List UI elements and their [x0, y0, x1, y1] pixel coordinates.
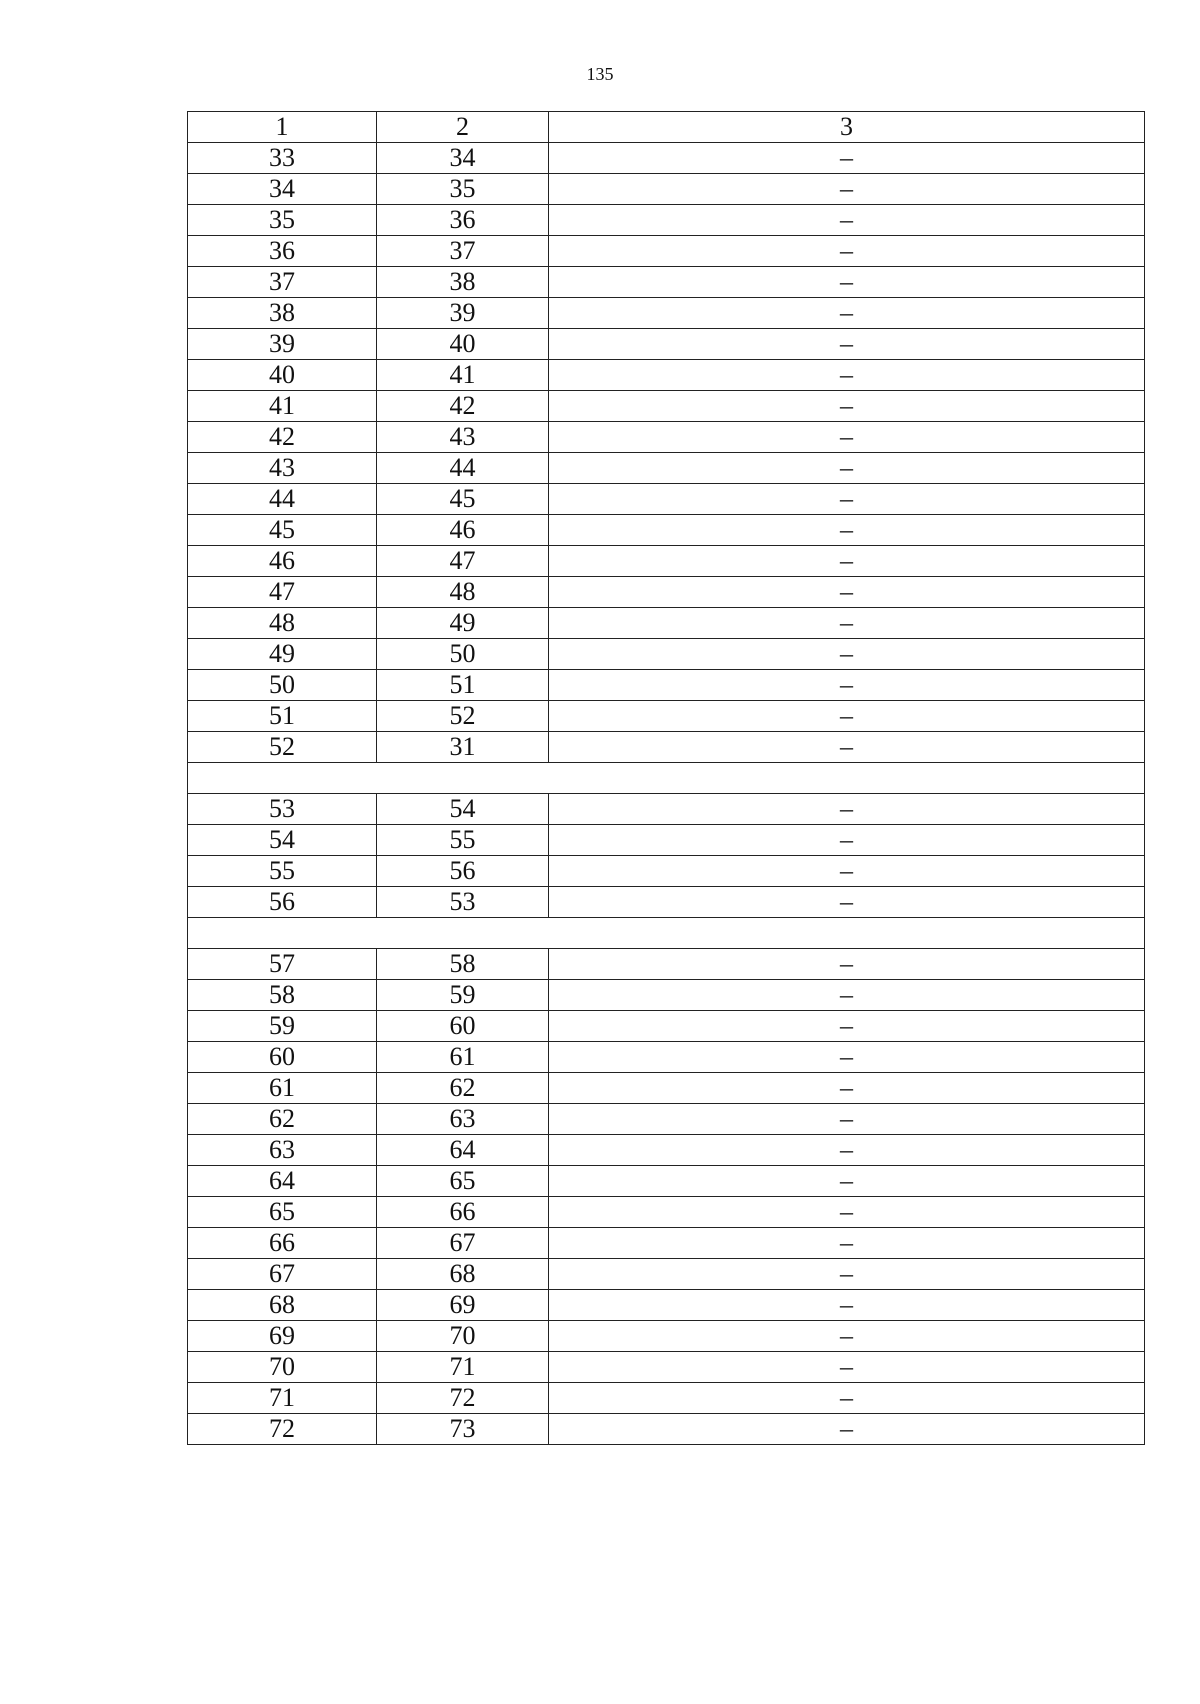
table-cell-col-1: 39 [188, 329, 377, 360]
table-row [188, 1259, 1145, 1290]
data-table [187, 111, 1145, 1445]
table-cell-col-3: – [549, 980, 1145, 1011]
table-row [188, 298, 1145, 329]
table-cell-col-1: 46 [188, 546, 377, 577]
table-cell-col-3: – [549, 546, 1145, 577]
table-separator-row [188, 918, 1145, 949]
table-cell-col-3: – [549, 205, 1145, 236]
table-cell-col-1: 63 [188, 1135, 377, 1166]
table-cell-col-1: 38 [188, 298, 377, 329]
table-row [188, 1073, 1145, 1104]
table-row [188, 825, 1145, 856]
table-row [188, 174, 1145, 205]
table-row [188, 1197, 1145, 1228]
table-row [188, 1042, 1145, 1073]
table-cell-col-2: 68 [377, 1259, 549, 1290]
table-cell-col-3: – [549, 391, 1145, 422]
table-cell-col-2: 51 [377, 670, 549, 701]
table-row [188, 236, 1145, 267]
table-cell-col-3: – [549, 1321, 1145, 1352]
table-cell-col-1: 43 [188, 453, 377, 484]
table-cell-col-3: – [549, 422, 1145, 453]
table-cell-col-1: 57 [188, 949, 377, 980]
table-separator-row [188, 763, 1145, 794]
table-row [188, 1321, 1145, 1352]
separator-cell [188, 763, 1145, 794]
table-cell-col-2: 62 [377, 1073, 549, 1104]
page-number: 135 [586, 64, 614, 84]
table-cell-col-1: 59 [188, 1011, 377, 1042]
table-row [188, 608, 1145, 639]
table-cell-col-1: 56 [188, 887, 377, 918]
table-cell-col-1: 58 [188, 980, 377, 1011]
table-cell-col-2: 38 [377, 267, 549, 298]
table-row [188, 1290, 1145, 1321]
table-cell-col-1: 45 [188, 515, 377, 546]
table-cell-col-3: – [549, 236, 1145, 267]
table-row [188, 1414, 1145, 1445]
table-cell-col-1: 44 [188, 484, 377, 515]
table-body [188, 112, 1145, 1445]
table-cell-col-1: 64 [188, 1166, 377, 1197]
table-cell-col-2: 35 [377, 174, 549, 205]
table-cell-col-3: – [549, 856, 1145, 887]
table-cell-col-2: 70 [377, 1321, 549, 1352]
table-cell-col-3: – [549, 701, 1145, 732]
table-cell-col-3: – [549, 949, 1145, 980]
table-cell-col-3: – [549, 360, 1145, 391]
table-cell-col-1: 42 [188, 422, 377, 453]
table-cell-col-2: 61 [377, 1042, 549, 1073]
table-cell-col-3: – [549, 1259, 1145, 1290]
table-cell-col-3: – [549, 329, 1145, 360]
table-cell-col-3: – [549, 1166, 1145, 1197]
table-row [188, 1228, 1145, 1259]
table-row [188, 856, 1145, 887]
table-row [188, 701, 1145, 732]
table-cell-col-3: – [549, 732, 1145, 763]
table-row [188, 1352, 1145, 1383]
table-cell-col-1: 52 [188, 732, 377, 763]
table-header-row [188, 112, 1145, 143]
table-cell-col-2: 60 [377, 1011, 549, 1042]
table-cell-col-3: – [549, 515, 1145, 546]
table-row [188, 422, 1145, 453]
table-row [188, 453, 1145, 484]
table-cell-col-2: 71 [377, 1352, 549, 1383]
table-cell-col-1: 48 [188, 608, 377, 639]
table-cell-col-2: 37 [377, 236, 549, 267]
table-cell-col-1: 54 [188, 825, 377, 856]
table-cell-col-1: 53 [188, 794, 377, 825]
table-cell-col-1: 34 [188, 174, 377, 205]
table-cell-col-3: – [549, 298, 1145, 329]
table-row [188, 1383, 1145, 1414]
table-cell-col-3: – [549, 1414, 1145, 1445]
table-row [188, 546, 1145, 577]
table-cell-col-1: 40 [188, 360, 377, 391]
table-cell-col-3: – [549, 639, 1145, 670]
table-cell-col-1: 69 [188, 1321, 377, 1352]
table-cell-col-1: 67 [188, 1259, 377, 1290]
table-row [188, 1104, 1145, 1135]
table-cell-col-3: – [549, 267, 1145, 298]
table-cell-col-2: 54 [377, 794, 549, 825]
table-cell-col-2: 58 [377, 949, 549, 980]
table-cell-col-3: – [549, 174, 1145, 205]
table-cell-col-3: – [549, 1104, 1145, 1135]
table-cell-col-2: 39 [377, 298, 549, 329]
table-row [188, 267, 1145, 298]
table-cell-col-2: 73 [377, 1414, 549, 1445]
table-cell-col-2: 59 [377, 980, 549, 1011]
table-cell-col-2: 56 [377, 856, 549, 887]
header-cell-2: 2 [377, 112, 549, 143]
table-cell-col-1: 68 [188, 1290, 377, 1321]
table-cell-col-3: – [549, 1290, 1145, 1321]
table-row [188, 1011, 1145, 1042]
table-cell-col-1: 41 [188, 391, 377, 422]
table-cell-col-3: – [549, 143, 1145, 174]
table-row [188, 1166, 1145, 1197]
table-cell-col-2: 52 [377, 701, 549, 732]
table-cell-col-2: 64 [377, 1135, 549, 1166]
table-cell-col-1: 70 [188, 1352, 377, 1383]
table-cell-col-1: 60 [188, 1042, 377, 1073]
table-cell-col-3: – [549, 1352, 1145, 1383]
table-row [188, 794, 1145, 825]
table-row [188, 329, 1145, 360]
table-cell-col-2: 49 [377, 608, 549, 639]
table-cell-col-2: 43 [377, 422, 549, 453]
table-cell-col-1: 50 [188, 670, 377, 701]
header-cell-3: 3 [549, 112, 1145, 143]
table-row [188, 732, 1145, 763]
table-cell-col-1: 71 [188, 1383, 377, 1414]
table-cell-col-3: – [549, 484, 1145, 515]
table-cell-col-3: – [549, 1135, 1145, 1166]
table-cell-col-1: 61 [188, 1073, 377, 1104]
table-cell-col-2: 66 [377, 1197, 549, 1228]
table-row [188, 980, 1145, 1011]
table-cell-col-2: 65 [377, 1166, 549, 1197]
table-cell-col-2: 44 [377, 453, 549, 484]
table-cell-col-1: 35 [188, 205, 377, 236]
header-cell-1: 1 [188, 112, 377, 143]
table-cell-col-2: 55 [377, 825, 549, 856]
table-row [188, 639, 1145, 670]
table-cell-col-2: 53 [377, 887, 549, 918]
table-row [188, 205, 1145, 236]
table-cell-col-2: 67 [377, 1228, 549, 1259]
table-cell-col-3: – [549, 794, 1145, 825]
table-row [188, 670, 1145, 701]
table-cell-col-1: 65 [188, 1197, 377, 1228]
table-cell-col-3: – [549, 1197, 1145, 1228]
table-cell-col-3: – [549, 577, 1145, 608]
table-cell-col-2: 50 [377, 639, 549, 670]
table-cell-col-1: 55 [188, 856, 377, 887]
table-cell-col-2: 46 [377, 515, 549, 546]
table-cell-col-1: 51 [188, 701, 377, 732]
table-row [188, 1135, 1145, 1166]
table-cell-col-2: 42 [377, 391, 549, 422]
table-cell-col-2: 47 [377, 546, 549, 577]
table-cell-col-3: – [549, 1228, 1145, 1259]
table-cell-col-3: – [549, 887, 1145, 918]
table-row [188, 143, 1145, 174]
table-cell-col-2: 63 [377, 1104, 549, 1135]
table-cell-col-2: 45 [377, 484, 549, 515]
table-cell-col-2: 34 [377, 143, 549, 174]
table-row [188, 515, 1145, 546]
table-cell-col-3: – [549, 1011, 1145, 1042]
table-cell-col-1: 36 [188, 236, 377, 267]
table-cell-col-3: – [549, 670, 1145, 701]
table-row [188, 949, 1145, 980]
table-cell-col-3: – [549, 1383, 1145, 1414]
table-cell-col-2: 48 [377, 577, 549, 608]
table-cell-col-3: – [549, 453, 1145, 484]
table-row [188, 887, 1145, 918]
table-cell-col-3: – [549, 1073, 1145, 1104]
table-cell-col-1: 62 [188, 1104, 377, 1135]
table-cell-col-2: 41 [377, 360, 549, 391]
table-cell-col-1: 47 [188, 577, 377, 608]
table-cell-col-2: 31 [377, 732, 549, 763]
table-row [188, 484, 1145, 515]
table-cell-col-1: 49 [188, 639, 377, 670]
table-cell-col-2: 69 [377, 1290, 549, 1321]
table-cell-col-3: – [549, 825, 1145, 856]
table-cell-col-1: 37 [188, 267, 377, 298]
table-cell-col-3: – [549, 1042, 1145, 1073]
table-cell-col-1: 72 [188, 1414, 377, 1445]
separator-cell [188, 918, 1145, 949]
table-row [188, 391, 1145, 422]
table-cell-col-2: 36 [377, 205, 549, 236]
table-row [188, 577, 1145, 608]
table-cell-col-3: – [549, 608, 1145, 639]
table-cell-col-2: 40 [377, 329, 549, 360]
table-row [188, 360, 1145, 391]
table-cell-col-1: 66 [188, 1228, 377, 1259]
table-cell-col-1: 33 [188, 143, 377, 174]
table-cell-col-2: 72 [377, 1383, 549, 1414]
